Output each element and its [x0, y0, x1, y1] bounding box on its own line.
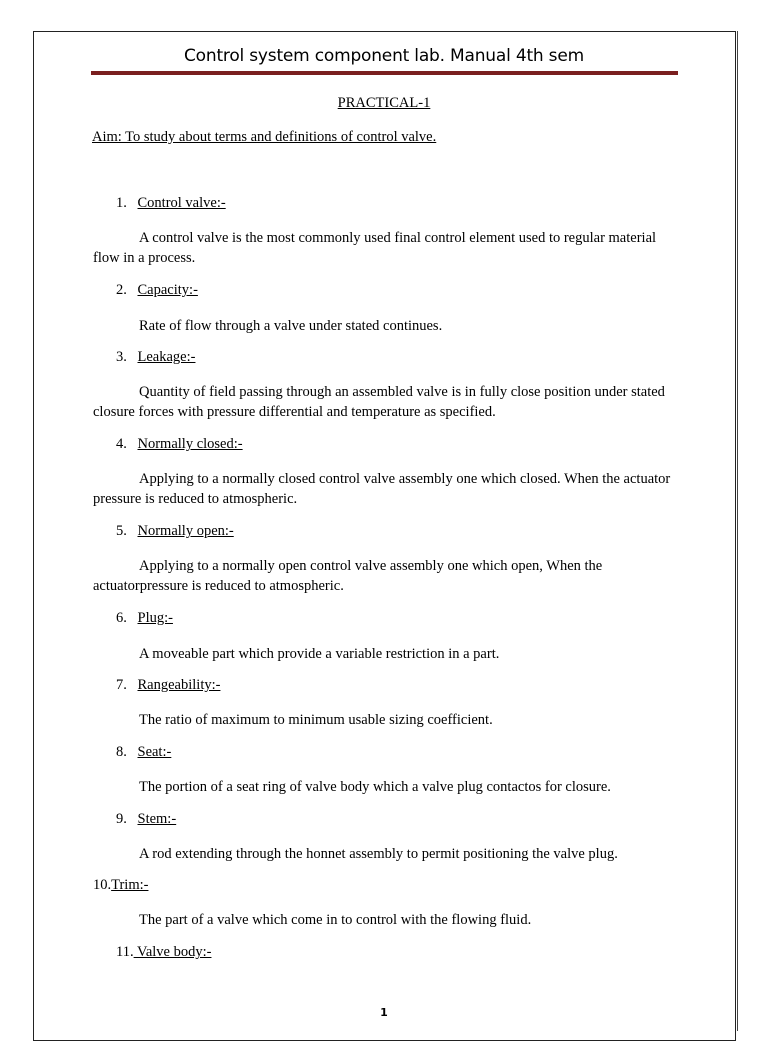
item-definition: The portion of a seat ring of valve body which a valve plug contactos for closure.: [139, 779, 611, 795]
item-definition: Quantity of field passing through an assembled valve is in fully close position under stated closure forces with pressure differential and temperature as specified.: [93, 384, 665, 420]
item-number: 8.: [116, 744, 127, 760]
item-term: Normally closed:-: [137, 436, 243, 452]
item-definition: Rate of flow through a valve under stated continues.: [139, 318, 443, 334]
practical-heading: PRACTICAL-1: [337, 95, 431, 111]
item-definition: A moveable part which provide a variable restriction in a part.: [139, 646, 500, 662]
list-item: [116, 610, 173, 627]
item-definition: A control valve is the most commonly used final control element used to regular material flow in a process.: [93, 230, 657, 266]
list-item: [116, 195, 226, 212]
list-item: [116, 811, 176, 828]
item-definition: Applying to a normally closed control valve assembly one which closed. When the actuator pressure is reduced to atmospheric.: [93, 471, 671, 507]
list-item: [116, 282, 198, 299]
header-title: Control system component lab. Manual 4th sem: [184, 46, 584, 66]
item-term: Valve body:-: [133, 944, 212, 960]
page-number: 1: [380, 1006, 388, 1019]
item-number: 6.: [116, 610, 127, 626]
list-item: [116, 944, 211, 961]
item-number: 3.: [116, 349, 127, 365]
item-term: Rangeability:-: [137, 677, 221, 693]
item-term: Control valve:-: [137, 195, 226, 211]
list-item: [116, 523, 234, 540]
aim-statement: Aim: To study about terms and definitions of control valve.: [92, 129, 437, 145]
item-term: Trim:-: [111, 877, 149, 893]
page-edge-line: [737, 31, 738, 1031]
item-definition: The part of a valve which come in to control with the flowing fluid.: [139, 912, 532, 928]
list-item: [93, 877, 148, 894]
list-item: [116, 436, 243, 453]
item-number: 7.: [116, 677, 127, 693]
item-number: 1.: [116, 195, 127, 211]
list-item: [116, 349, 195, 366]
item-number: 11.: [116, 944, 134, 960]
list-item: [116, 744, 171, 761]
item-definition: A rod extending through the honnet assembly to permit positioning the valve plug.: [139, 846, 618, 862]
item-term: Capacity:-: [137, 282, 198, 298]
list-item: [116, 677, 220, 694]
item-term: Plug:-: [137, 610, 173, 626]
header-rule: [91, 71, 678, 75]
item-definition: The ratio of maximum to minimum usable sizing coefficient.: [139, 712, 493, 728]
item-term: Normally open:-: [137, 523, 234, 539]
item-definition: Applying to a normally open control valve assembly one which open, When the actuatorpressure is reduced to atmospheric.: [93, 558, 603, 594]
item-number: 9.: [116, 811, 127, 827]
item-term: Stem:-: [137, 811, 177, 827]
item-number: 4.: [116, 436, 127, 452]
item-number: 2.: [116, 282, 127, 298]
item-term: Seat:-: [137, 744, 172, 760]
item-number: 10.: [93, 877, 112, 893]
item-number: 5.: [116, 523, 127, 539]
item-term: Leakage:-: [137, 349, 196, 365]
